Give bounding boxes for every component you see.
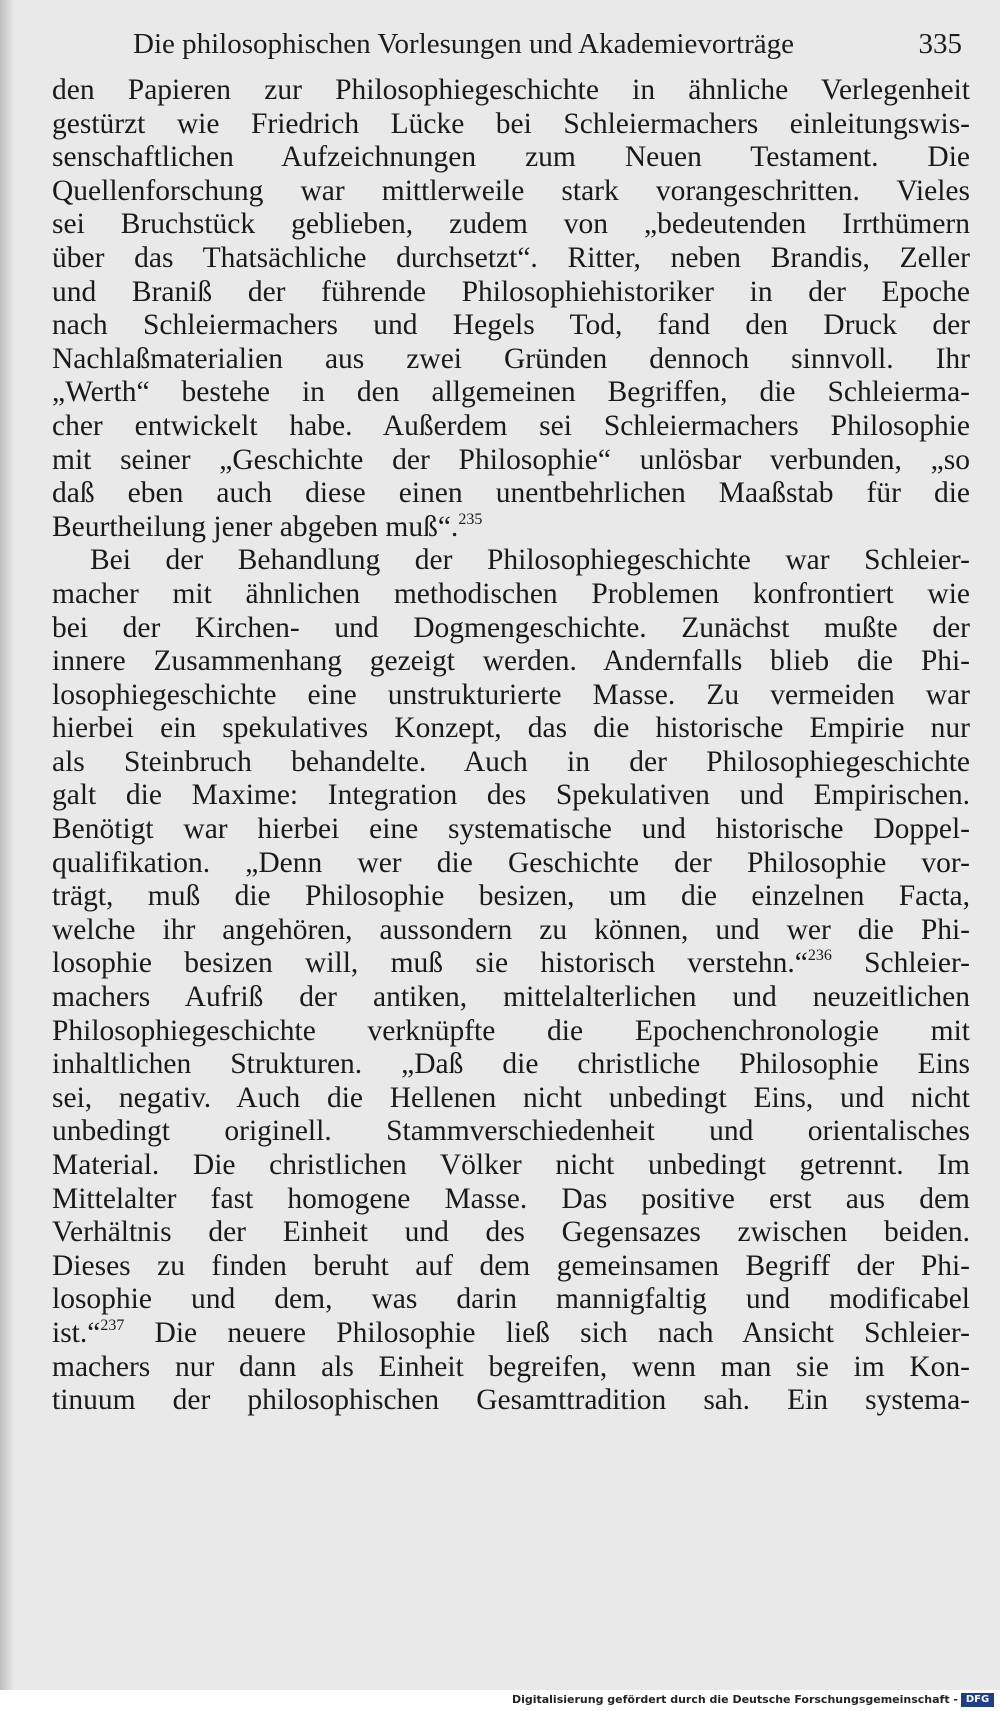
text-line: sei Bruchstück geblieben, zudem von „bedeutenden Irrthümern — [52, 208, 970, 241]
text-line: trägt, muß die Philosophie besizen, um die einzelnen Facta, — [52, 880, 970, 913]
running-head-title: Die philosophischen Vorlesungen und Akademievorträge — [133, 28, 794, 60]
text-line: qualifikation. „Denn wer die Geschichte der Philosophie vor- — [52, 846, 970, 879]
dfg-logo: DFG — [961, 1693, 994, 1707]
text-line: macher mit ähnlichen methodischen Problemen konfrontiert wie — [52, 577, 970, 610]
page-binding-shadow — [0, 0, 14, 1711]
text-line — [52, 1317, 970, 1351]
text-line: cher entwickelt habe. Außerdem sei Schleiermachers Philosophie — [52, 409, 970, 442]
text-line: losophiegeschichte eine unstrukturierte Masse. Zu vermeiden war — [52, 678, 970, 711]
text-line — [52, 511, 970, 545]
text-line: daß eben auch diese einen unentbehrlichen Maaßstab für die — [52, 477, 970, 510]
text-line: Mittelalter fast homogene Masse. Das positive erst aus dem — [52, 1182, 970, 1215]
text-line: nach Schleiermachers und Hegels Tod, fand den Druck der — [52, 309, 970, 342]
text-line: inhaltlichen Strukturen. „Daß die christliche Philosophie Eins — [52, 1048, 970, 1081]
text-line: machers Aufriß der antiken, mittelalterlichen und neuzeitlichen — [52, 981, 970, 1014]
body-text — [52, 74, 970, 1418]
text-line: über das Thatsächliche durchsetzt“. Ritter, neben Brandis, Zeller — [52, 241, 970, 274]
text-line: den Papieren zur Philosophiegeschichte in ähnliche Verlegenheit — [52, 74, 970, 106]
text-line: tinuum der philosophischen Gesamttradition sah. Ein systema- — [52, 1384, 970, 1417]
text-line: unbedingt originell. Stammverschiedenheit und orientalisches — [52, 1115, 970, 1148]
text-line: Philosophiegeschichte verknüpfte die Epochenchronologie mit — [52, 1014, 970, 1047]
text-line: Nachlaßmaterialien aus zwei Gründen dennoch sinnvoll. Ihr — [52, 342, 970, 375]
text-segment: ist.“ — [52, 1316, 101, 1349]
footnote-marker: 236 — [807, 947, 832, 965]
text-line: hierbei ein spekulatives Konzept, das die historische Empirie nur — [52, 712, 970, 745]
text-line: Bei der Behandlung der Philosophiegeschichte war Schleier- — [90, 544, 970, 577]
text-line: innere Zusammenhang gezeigt werden. Andernfalls blieb die Phi- — [52, 645, 970, 678]
text-line: Dieses zu finden beruht auf dem gemeinsamen Begriff der Phi- — [52, 1249, 970, 1282]
running-head — [52, 28, 970, 68]
footer-credit: Digitalisierung gefördert durch die Deutsche Forschungsgemeinschaft - — [511, 1693, 958, 1706]
text-line: gestürzt wie Friedrich Lücke bei Schleiermachers einleitungswis- — [52, 107, 970, 140]
text-line: galt die Maxime: Integration des Spekulativen und Empirischen. — [52, 779, 970, 812]
text-line: Benötigt war hierbei eine systematische und historische Doppel- — [52, 813, 970, 846]
text-line: machers nur dann als Einheit begreifen, wenn man sie im Kon- — [52, 1350, 970, 1383]
text-line: senschaftlichen Aufzeichnungen zum Neuen Testament. Die — [52, 141, 970, 174]
text-line: welche ihr angehören, aussondern zu können, und wer die Phi- — [52, 913, 970, 946]
text-line: Verhältnis der Einheit und des Gegensazes zwischen beiden. — [52, 1216, 970, 1249]
text-line: Material. Die christlichen Völker nicht unbedingt getrennt. Im — [52, 1149, 970, 1181]
text-line: und Braniß der führende Philosophiehistoriker in der Epoche — [52, 275, 970, 308]
text-line: sei, negativ. Auch die Hellenen nicht unbedingt Eins, und nicht — [52, 1081, 970, 1114]
text-line: bei der Kirchen- und Dogmengeschichte. Zunächst mußte der — [52, 611, 970, 644]
text-line: mit seiner „Geschichte der Philosophie“ unlösbar verbunden, „so — [52, 443, 970, 476]
digitization-footer — [0, 1690, 1000, 1711]
text-segment: Schleier- — [831, 947, 970, 980]
text-segment: losophie besizen will, muß sie historisch verstehn.“ — [52, 947, 808, 980]
text-segment: Beurtheilung jener abgeben muß“. — [52, 510, 459, 543]
text-line: „Werth“ bestehe in den allgemeinen Begriffen, die Schleierma- — [52, 376, 970, 409]
text-line: losophie und dem, was darin mannigfaltig und modificabel — [52, 1283, 970, 1316]
footnote-marker: 237 — [100, 1316, 125, 1334]
text-line: als Steinbruch behandelte. Auch in der Philosophiegeschichte — [52, 745, 970, 778]
book-page — [52, 28, 970, 1418]
page-number: 335 — [918, 28, 962, 60]
text-line: Quellenforschung war mittlerweile stark vorangeschritten. Vieles — [52, 174, 970, 207]
text-segment: Die neuere Philosophie ließ sich nach Ansicht Schleier- — [124, 1316, 970, 1349]
text-line — [52, 947, 970, 981]
footnote-marker: 235 — [458, 510, 483, 528]
